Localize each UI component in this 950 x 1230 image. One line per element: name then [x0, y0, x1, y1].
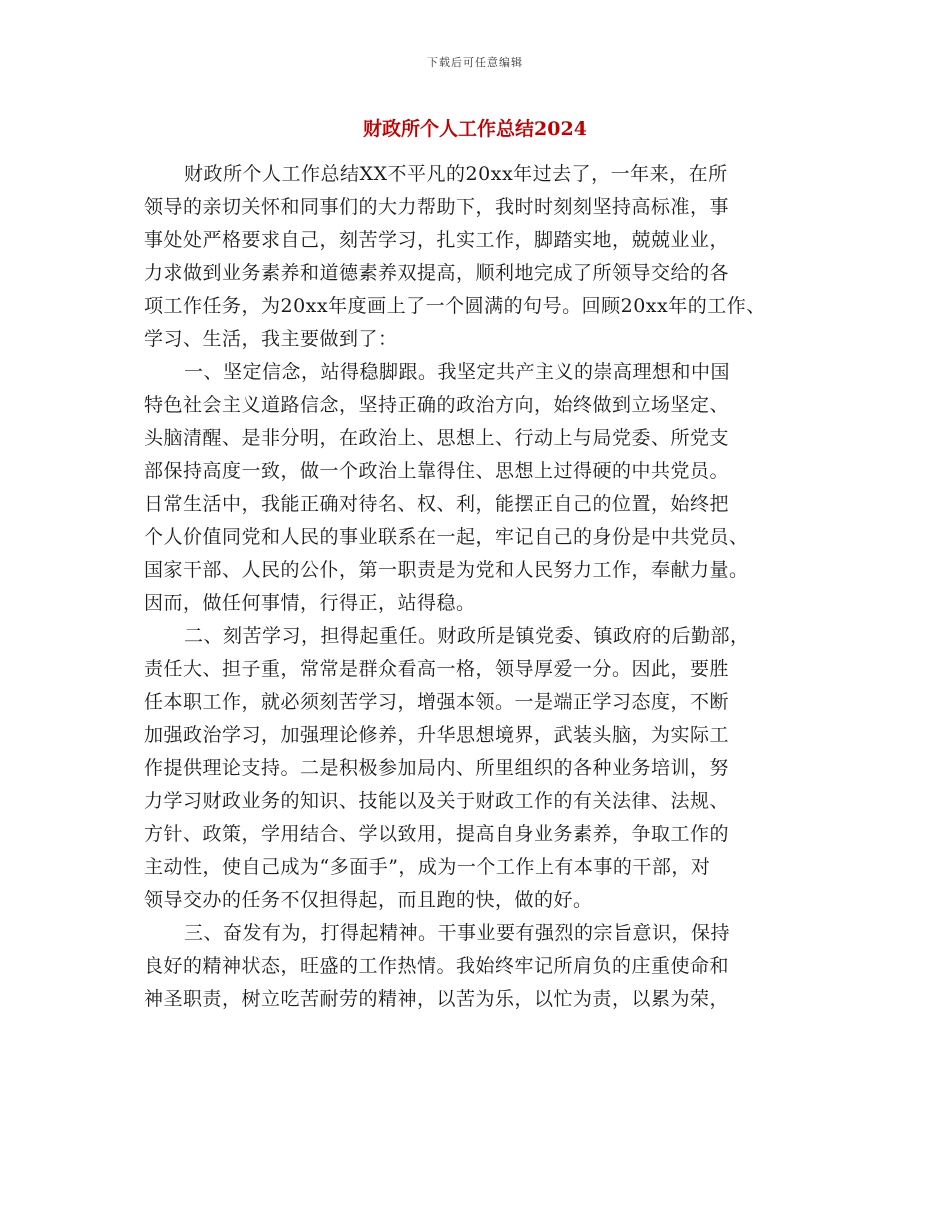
body-text-line: 力求做到业务素养和道德素养双提高，顺利地完成了所领导交给的各: [144, 262, 730, 284]
body-text-line: 国家干部、人民的公仆，第一职责是为党和人民努力工作，奉献力量。: [144, 559, 749, 581]
body-text-line: 二、刻苦学习，担得起重任。财政所是镇党委、镇政府的后勤部，: [184, 625, 750, 647]
body-text-line: 部保持高度一致，做一个政治上靠得住、思想上过得硬的中共党员。: [144, 460, 730, 482]
body-text-line: 财政所个人工作总结XX不平凡的20xx年过去了，一年来，在所: [184, 163, 728, 185]
body-text-line: 项工作任务，为20xx年度画上了一个圆满的句号。回顾20xx年的工作、: [144, 295, 766, 317]
body-text-line: 事处处严格要求自己，刻苦学习，扎实工作，脚踏实地，兢兢业业，: [144, 229, 730, 251]
body-text-line: 三、奋发有为，打得起精神。干事业要有强烈的宗旨意识，保持: [184, 922, 731, 944]
body-text-line: 日常生活中，我能正确对待名、权、利，能摆正自己的位置，始终把: [144, 493, 730, 515]
body-text-line: 领导的亲切关怀和同事们的大力帮助下，我时时刻刻坚持高标准，事: [144, 196, 730, 218]
body-text-line: 主动性，使自己成为“多面手”，成为一个工作上有本事的干部，对: [144, 856, 711, 878]
body-text-line: 一、坚定信念，站得稳脚跟。我坚定共产主义的崇高理想和中国: [184, 361, 731, 383]
body-text-line: 特色社会主义道路信念，坚持正确的政治方向，始终做到立场坚定、: [144, 394, 730, 416]
body-text-line: 个人价值同党和人民的事业联系在一起，牢记自己的身份是中共党员、: [144, 526, 749, 548]
body-text-line: 因而，做任何事情，行得正，站得稳。: [144, 592, 476, 614]
body-text-line: 加强政治学习，加强理论修养，升华思想境界，武装头脑，为实际工: [144, 724, 730, 746]
body-text-line: 神圣职责，树立吃苦耐劳的精神，以苦为乐，以忙为责，以累为荣，: [144, 988, 730, 1010]
body-text-line: 方针、政策，学用结合、学以致用，提高自身业务素养，争取工作的: [144, 823, 730, 845]
body-text-line: 头脑清醒、是非分明，在政治上、思想上、行动上与局党委、所党支: [144, 427, 730, 449]
document-body: [144, 158, 804, 1016]
document-title: 财政所个人工作总结2024: [363, 118, 587, 140]
body-text-line: 领导交办的任务不仅担得起，而且跑的快，做的好。: [144, 889, 593, 911]
page-header-note: 下载后可任意编辑: [427, 56, 523, 69]
body-text-line: 力学习财政业务的知识、技能以及关于财政工作的有关法律、法规、: [144, 790, 730, 812]
body-text-line: 良好的精神状态，旺盛的工作热情。我始终牢记所肩负的庄重使命和: [144, 955, 730, 977]
body-text-line: 学习、生活，我主要做到了：: [144, 328, 398, 350]
body-text-line: 责任大、担子重，常常是群众看高一格，领导厚爱一分。因此，要胜: [144, 658, 730, 680]
body-text-line: 任本职工作，就必须刻苦学习，增强本领。一是端正学习态度，不断: [144, 691, 730, 713]
body-text-line: 作提供理论支持。二是积极参加局内、所里组织的各种业务培训，努: [144, 757, 730, 779]
